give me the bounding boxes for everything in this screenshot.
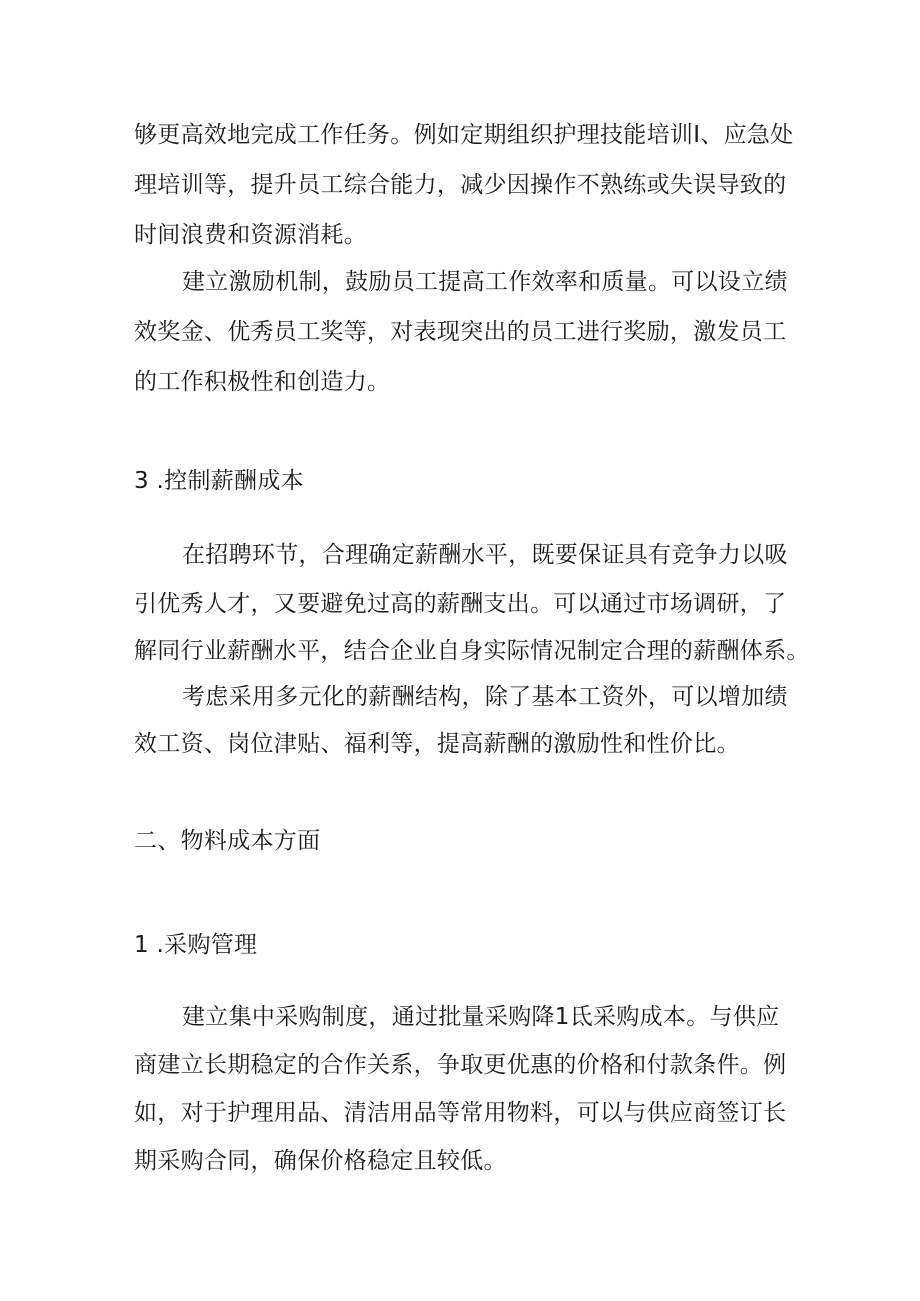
paragraph-salary-structure-line-2: 效工资、岗位津贴、福利等，提高薪酬的激励性和性价比。 [134,731,740,757]
paragraph-efficiency-line-2: 理培训等，提升员工综合能力，减少因操作不熟练或失误导致的 [134,172,787,198]
paragraph-salary-structure-line-1: 考虑采用多元化的薪酬结构，除了基本工资外，可以增加绩 [182,684,788,710]
paragraph-purchase-line-3: 如，对于护理用品、清洁用品等常用物料，可以与供应商签订长 [134,1100,787,1126]
paragraph-incentive-line-3: 的工作积极性和创造力。 [134,369,391,395]
heading-material-cost: 二、物料成本方面 [134,828,321,854]
paragraph-incentive-line-1: 建立激励机制，鼓励员工提高工作效率和质量。可以设立绩 [182,269,788,295]
paragraph-salary-recruit-line-3: 解同行业薪酬水平，结合企业自身实际情况制定合理的薪酬体系。 [134,638,810,664]
heading-purchase-management: 1 .采购管理 [134,932,258,958]
paragraph-salary-recruit-line-1: 在招聘环节，合理确定薪酬水平，既要保证具有竞争力以吸 [182,542,788,568]
paragraph-purchase-line-1: 建立集中采购制度，通过批量采购降1氐采购成本。与供应 [182,1004,780,1030]
paragraph-purchase-line-2: 商建立长期稳定的合作关系，争取更优惠的价格和付款条件。例 [134,1052,787,1078]
paragraph-incentive-line-2: 效奖金、优秀员工奖等，对表现突出的员工进行奖励，激发员工 [134,319,787,345]
paragraph-efficiency-line-3: 时间浪费和资源消耗。 [134,222,367,248]
paragraph-salary-recruit-line-2: 引优秀人才，又要避免过高的薪酬支出。可以通过市场调研，了 [134,591,787,617]
paragraph-efficiency-line-1: 够更高效地完成工作任务。例如定期组织护理技能培训I、应急处 [134,122,794,148]
heading-control-salary: 3 .控制薪酬成本 [134,468,304,494]
paragraph-purchase-line-4: 期采购合同，确保价格稳定且较低。 [134,1148,507,1174]
